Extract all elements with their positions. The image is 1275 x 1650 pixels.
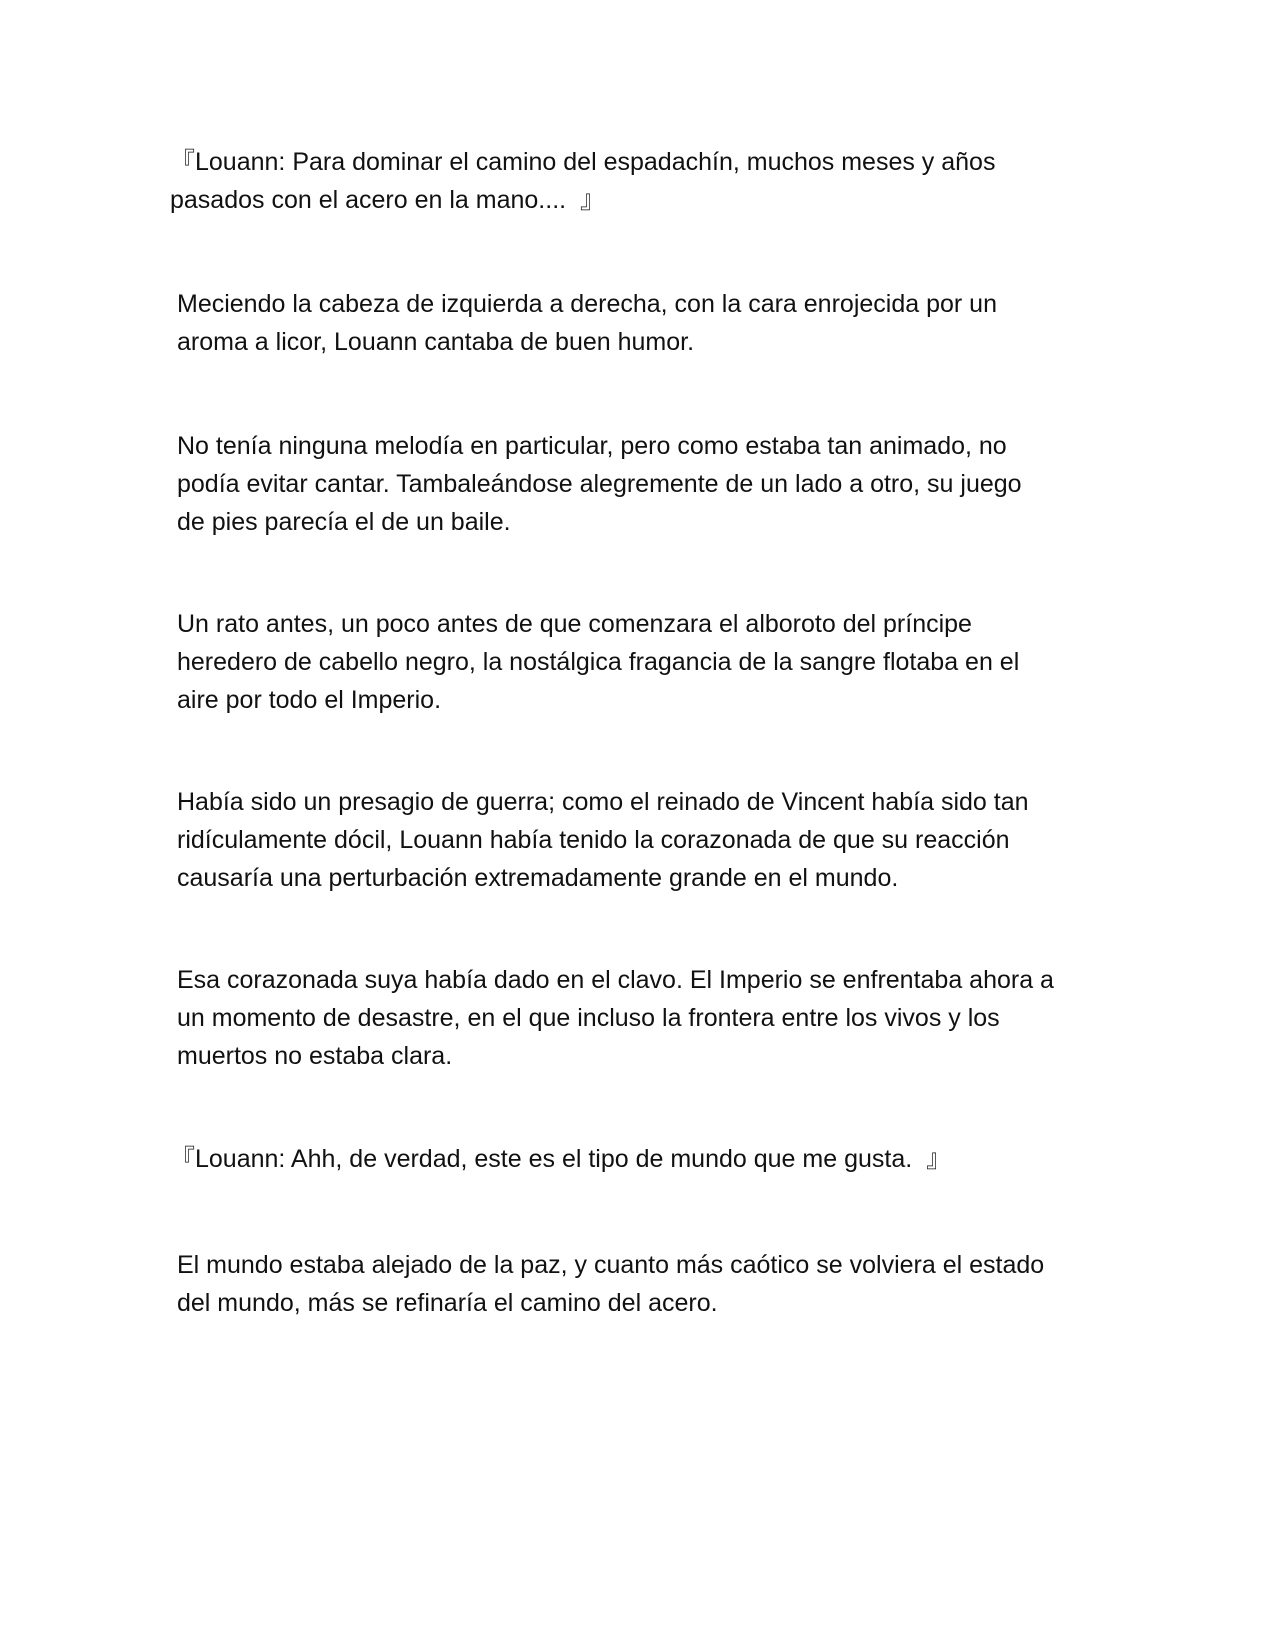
paragraph-dialogue-2: 『Louann: Ahh, de verdad, este es el tipo de mundo que me gusta. 』 — [170, 1145, 952, 1173]
paragraph-2: Meciendo la cabeza de izquierda a derecha, con la cara enrojecida por un aroma a licor, Louann cantaba de buen humor. — [177, 290, 997, 356]
paragraph-4: Un rato antes, un poco antes de que comenzara el alboroto del príncipe heredero de cabello negro, la nostálgica fragancia de la sangre flotaba en el aire por todo el Imperio. — [177, 610, 1020, 714]
paragraph-dialogue-1: 『Louann: Para dominar el camino del espadachín, muchos meses y años pasados con el acero en la mano.... 』 — [170, 148, 996, 214]
paragraph-3: No tenía ninguna melodía en particular, pero como estaba tan animado, no podía evitar cantar. Tambaleándose alegremente de un lado a otro, su juego de pies parecía el de un baile. — [177, 432, 1022, 536]
paragraph-8: El mundo estaba alejado de la paz, y cuanto más caótico se volviera el estado del mundo, más se refinaría el camino del acero. — [177, 1251, 1045, 1317]
paragraph-5: Había sido un presagio de guerra; como el reinado de Vincent había sido tan ridículamente dócil, Louann había tenido la corazonada de que su reacción causaría una perturbación extremadamente grande en el mundo. — [177, 788, 1029, 892]
paragraph-6: Esa corazonada suya había dado en el clavo. El Imperio se enfrentaba ahora a un momento de desastre, en el que incluso la frontera entre los vivos y los muertos no estaba clara. — [177, 966, 1054, 1070]
